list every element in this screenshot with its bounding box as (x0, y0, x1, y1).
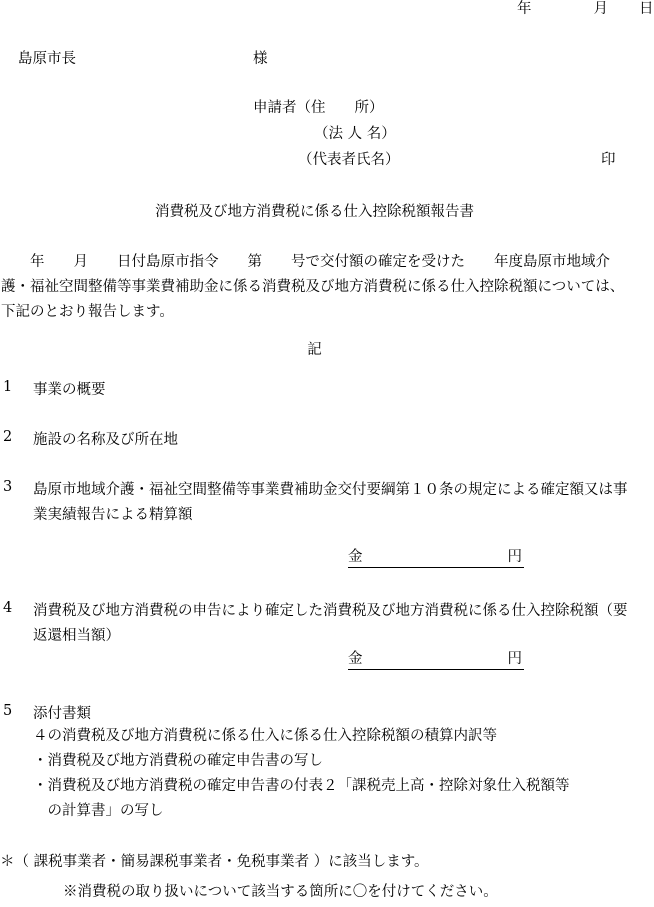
applicant-corp-label: （法 人 名） (314, 126, 396, 142)
attachment-1: ４の消費税及び地方消費税に係る仕入に係る仕入控除税額の積算内訳等 (33, 728, 497, 744)
item-number: 3 (3, 479, 13, 495)
amount-field-3[interactable] (348, 548, 524, 568)
item-text: 島原市地域介護・福祉空間整備等事業費補助金交付要綱第１０条の規定による確定額又は事業実績報告による精算額 (33, 482, 628, 523)
taxpayer-type-note: ＊（ 課税事業者・簡易課税事業者・免税事業者 ）に該当します。 (0, 854, 429, 870)
instruction-note: ※消費税の取り扱いについて該当する箇所に〇を付けてください。 (63, 884, 498, 900)
amount-yen-label: 円 (507, 549, 522, 565)
date-month: 月 (593, 1, 608, 17)
date-line (517, 0, 654, 18)
amount-kin-label: 金 (348, 549, 363, 565)
ki-heading: 記 (307, 342, 322, 358)
item-text: 施設の名称及び所在地 (33, 432, 178, 448)
item-number: 5 (3, 703, 13, 719)
seal-mark: 印 (601, 152, 616, 168)
intro-paragraph: 年 月 日付島原市指令 第 号で交付額の確定を受けた 年度島原市地域介護・福祉空間整備等事業費補助金に係る消費税及び地方消費税に係る仕入控除税額については、下記のとおり報告します。 (1, 254, 625, 320)
amount-kin-label: 金 (348, 651, 363, 667)
amount-field-4[interactable] (348, 650, 524, 670)
document-title: 消費税及び地方消費税に係る仕入控除税額報告書 (155, 204, 474, 220)
attachment-4: の計算書」の写し (33, 803, 164, 819)
item-number: 1 (3, 379, 13, 395)
applicant-rep-label: （代表者氏名） (298, 152, 400, 168)
honorific: 様 (253, 51, 268, 67)
item-number: 2 (3, 429, 13, 445)
attachment-2: ・消費税及び地方消費税の確定申告書の写し (33, 753, 323, 769)
applicant-address-label: 申請者（住 所） (253, 100, 384, 116)
date-year: 年 (517, 1, 532, 17)
amount-yen-label: 円 (507, 651, 522, 667)
addressee: 島原市長 (18, 51, 76, 67)
item-text: 消費税及び地方消費税の申告により確定した消費税及び地方消費税に係る仕入控除税額（要返還相当額） (33, 603, 628, 644)
item-text: 添付書類 (33, 706, 91, 722)
attachment-3: ・消費税及び地方消費税の確定申告書の付表２「課税売上高・控除対象仕入税額等 (33, 778, 570, 794)
item-text: 事業の概要 (33, 382, 106, 398)
item-number: 4 (3, 600, 13, 616)
date-day: 日 (639, 1, 654, 17)
